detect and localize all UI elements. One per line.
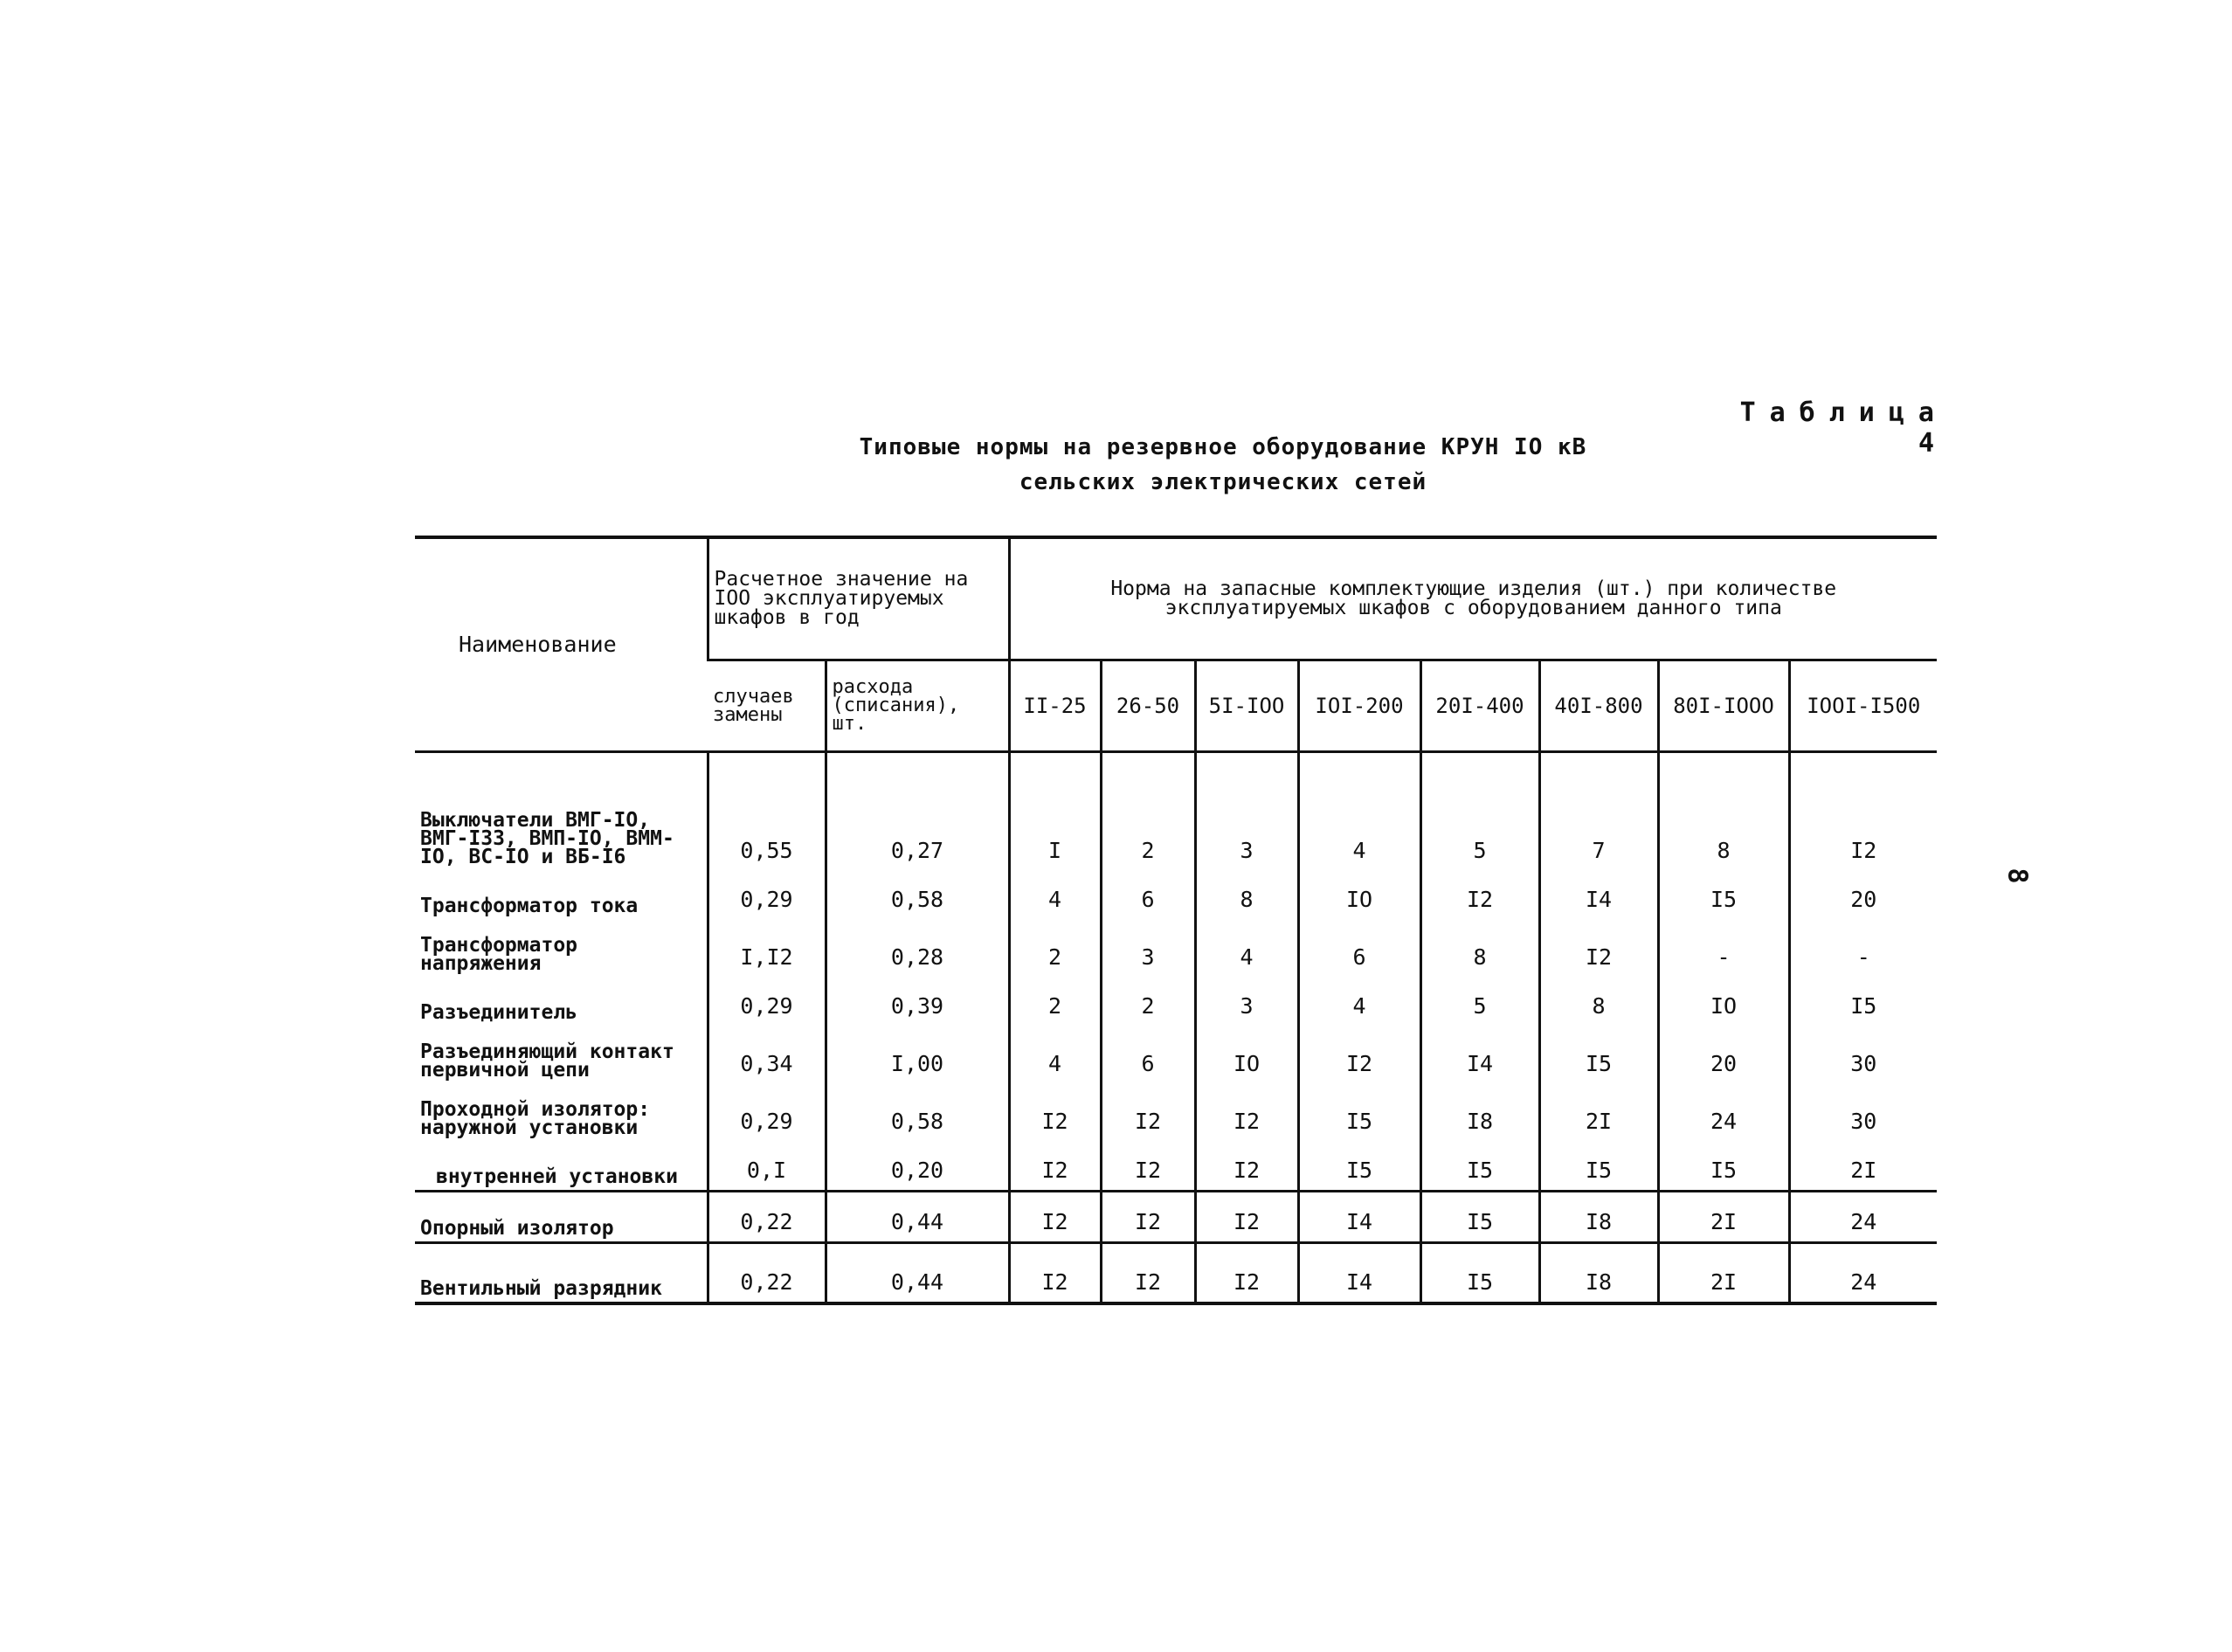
row-norm: IO xyxy=(1195,1026,1298,1083)
row-cases: 0,22 xyxy=(708,1242,826,1303)
row-norm: I5 xyxy=(1298,1141,1420,1192)
table-label: Таблица 4 xyxy=(1739,397,1948,459)
row-norm: I5 xyxy=(1420,1242,1539,1303)
row-consumption: 0,44 xyxy=(826,1242,1009,1303)
row-norm: I8 xyxy=(1539,1242,1658,1303)
header-range: 40I-800 xyxy=(1539,660,1658,751)
row-norm: I xyxy=(1009,751,1101,870)
row-norm: 24 xyxy=(1658,1083,1789,1141)
table-row xyxy=(415,1083,1937,1141)
row-norm: 30 xyxy=(1789,1083,1937,1141)
row-name: Трансформатор тока xyxy=(420,894,639,917)
row-norm: I2 xyxy=(1009,1242,1101,1303)
row-norm: 3 xyxy=(1101,919,1195,977)
row-norm: 4 xyxy=(1009,1026,1101,1083)
row-name: внутренней установки xyxy=(436,1165,678,1188)
row-norm: I2 xyxy=(1195,1083,1298,1141)
row-norm: 6 xyxy=(1101,870,1195,919)
row-norm: 2I xyxy=(1789,1141,1937,1192)
row-norm: I2 xyxy=(1009,1191,1101,1242)
header-calc-group: Расчетное значение на IOO эксплуатируемых шкафов в год xyxy=(708,537,1009,660)
row-norm: 3 xyxy=(1195,977,1298,1026)
row-norm: I5 xyxy=(1420,1141,1539,1192)
header-range: II-25 xyxy=(1009,660,1101,751)
row-norm: 8 xyxy=(1658,751,1789,870)
table-row xyxy=(415,1026,1937,1083)
row-norm: 5 xyxy=(1420,977,1539,1026)
row-norm: 4 xyxy=(1195,919,1298,977)
header-norm-group: Норма на запасные комплектующие изделия (шт.) при количестве эксплуатируемых шкафов с оборудованием данного типа xyxy=(1009,537,1937,660)
header-range: 26-50 xyxy=(1101,660,1195,751)
row-norm: I2 xyxy=(1009,1141,1101,1192)
row-norm: - xyxy=(1658,919,1789,977)
row-name: Трансформатор напряжения xyxy=(420,933,578,975)
row-norm: 6 xyxy=(1101,1026,1195,1083)
row-norm: - xyxy=(1789,919,1937,977)
row-norm: 4 xyxy=(1009,870,1101,919)
row-norm: 2 xyxy=(1101,977,1195,1026)
row-norm: I2 xyxy=(1539,919,1658,977)
row-norm: I5 xyxy=(1658,1141,1789,1192)
row-cases: 0,29 xyxy=(708,1083,826,1141)
row-cases: 0,22 xyxy=(708,1191,826,1242)
row-consumption: 0,27 xyxy=(826,751,1009,870)
row-norm: 2I xyxy=(1658,1191,1789,1242)
row-consumption: 0,20 xyxy=(826,1141,1009,1192)
row-norm: I2 xyxy=(1298,1026,1420,1083)
row-name: Вентильный разрядник xyxy=(415,1242,708,1303)
row-consumption: 0,39 xyxy=(826,977,1009,1026)
table-row xyxy=(415,919,1937,977)
row-name: Выключатели ВМГ-IO, ВМГ-I33, ВМП-IO, ВММ-IO, ВС-IO и ВБ-I6 xyxy=(420,808,674,868)
row-norm: I2 xyxy=(1101,1083,1195,1141)
row-norm: I2 xyxy=(1009,1083,1101,1141)
row-norm: I4 xyxy=(1539,870,1658,919)
header-range: IOOI-I500 xyxy=(1789,660,1937,751)
row-norm: I5 xyxy=(1298,1083,1420,1141)
page-number: 8 xyxy=(2001,867,2033,884)
table-row xyxy=(415,751,1937,870)
header-name: Наименование xyxy=(415,537,708,751)
row-norm: 30 xyxy=(1789,1026,1937,1083)
row-norm: I4 xyxy=(1420,1026,1539,1083)
row-consumption: 0,28 xyxy=(826,919,1009,977)
row-norm: I5 xyxy=(1658,870,1789,919)
row-norm: I8 xyxy=(1539,1191,1658,1242)
row-name: Разъединяющий контакт первичной цепи xyxy=(420,1040,674,1082)
row-norm: I2 xyxy=(1420,870,1539,919)
row-norm: I5 xyxy=(1789,977,1937,1026)
row-cases: I,I2 xyxy=(708,919,826,977)
row-norm: 8 xyxy=(1539,977,1658,1026)
row-norm: 2I xyxy=(1539,1083,1658,1141)
table-row xyxy=(415,1242,1937,1303)
row-norm: I5 xyxy=(1539,1141,1658,1192)
row-norm: I4 xyxy=(1298,1191,1420,1242)
row-norm: I2 xyxy=(1195,1242,1298,1303)
row-norm: 2 xyxy=(1009,919,1101,977)
table-row xyxy=(415,870,1937,919)
row-cases: 0,I xyxy=(708,1141,826,1192)
row-norm: 8 xyxy=(1195,870,1298,919)
table-row xyxy=(415,1141,1937,1192)
row-norm: 2 xyxy=(1009,977,1101,1026)
row-norm: I4 xyxy=(1298,1242,1420,1303)
table-row xyxy=(415,1191,1937,1242)
row-norm: 7 xyxy=(1539,751,1658,870)
row-norm: I8 xyxy=(1420,1083,1539,1141)
row-name: Разъединитель xyxy=(420,1000,578,1024)
row-norm: I2 xyxy=(1195,1191,1298,1242)
table-caption-line-1: Типовые нормы на резервное оборудование КРУН IO кВ xyxy=(859,434,1587,460)
row-cases: 0,34 xyxy=(708,1026,826,1083)
row-norm: 6 xyxy=(1298,919,1420,977)
row-consumption: 0,44 xyxy=(826,1191,1009,1242)
row-norm: 3 xyxy=(1195,751,1298,870)
row-cases: 0,55 xyxy=(708,751,826,870)
header-calc-consumption: расхода (списания), шт. xyxy=(826,660,1009,751)
row-norm: I5 xyxy=(1539,1026,1658,1083)
header-range: 5I-IOO xyxy=(1195,660,1298,751)
row-norm: I2 xyxy=(1101,1141,1195,1192)
row-consumption: I,00 xyxy=(826,1026,1009,1083)
row-norm: I2 xyxy=(1789,751,1937,870)
row-norm: 8 xyxy=(1420,919,1539,977)
row-norm: IO xyxy=(1298,870,1420,919)
row-cases: 0,29 xyxy=(708,870,826,919)
header-range: 20I-400 xyxy=(1420,660,1539,751)
row-norm: 24 xyxy=(1789,1242,1937,1303)
row-norm: 4 xyxy=(1298,751,1420,870)
row-norm: I2 xyxy=(1195,1141,1298,1192)
row-norm: 20 xyxy=(1789,870,1937,919)
row-norm: 24 xyxy=(1789,1191,1937,1242)
row-norm: I5 xyxy=(1420,1191,1539,1242)
row-norm: 20 xyxy=(1658,1026,1789,1083)
row-consumption: 0,58 xyxy=(826,870,1009,919)
row-norm: 4 xyxy=(1298,977,1420,1026)
table-row xyxy=(415,977,1937,1026)
table-caption-line-2: сельских электрических сетей xyxy=(1019,469,1427,495)
row-norm: 5 xyxy=(1420,751,1539,870)
row-norm: I2 xyxy=(1101,1191,1195,1242)
row-name: Проходной изолятор: наружной установки xyxy=(420,1097,651,1139)
norms-table xyxy=(415,536,1937,1305)
row-name: Опорный изолятор xyxy=(415,1191,708,1242)
header-calc-cases: случаев замены xyxy=(708,660,826,751)
header-range: IOI-200 xyxy=(1298,660,1420,751)
row-norm: 2I xyxy=(1658,1242,1789,1303)
row-consumption: 0,58 xyxy=(826,1083,1009,1141)
row-norm: 2 xyxy=(1101,751,1195,870)
header-range: 80I-IOOO xyxy=(1658,660,1789,751)
row-norm: I2 xyxy=(1101,1242,1195,1303)
row-cases: 0,29 xyxy=(708,977,826,1026)
row-norm: IO xyxy=(1658,977,1789,1026)
